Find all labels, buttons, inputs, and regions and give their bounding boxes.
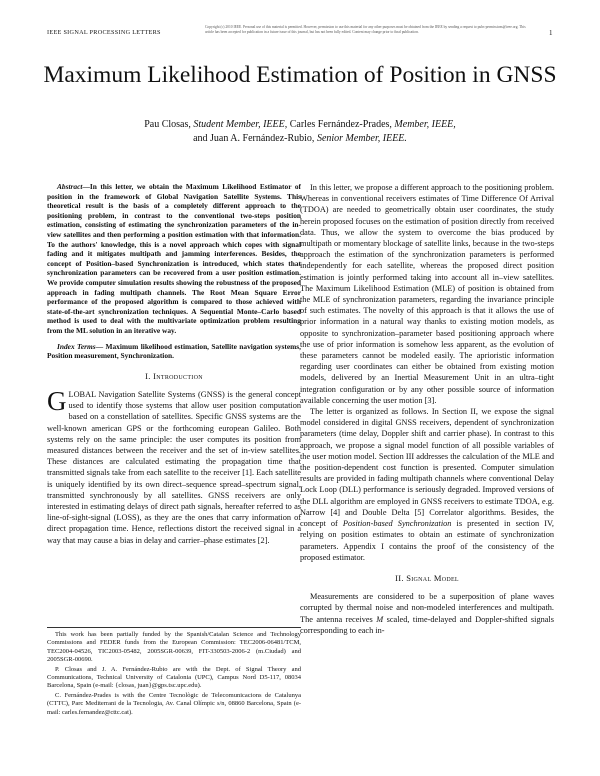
footnote-affiliation-cttc: C. Fernández-Prades is with the Centre Tecnològic de Telecomunicacions de Catalunya (CTTC), Parc Mediterrani de la Tecnologia, Av. Canal Olímpic s/n, 08860 Barcelona, Spain (e-mail: carles.fernandez@cttc.cat). [47,691,301,716]
variable-M: M [376,614,384,624]
index-terms-label: Index Terms [57,341,96,351]
left-column [47,182,301,546]
signal-model-paragraph-1 [300,591,554,636]
index-terms-text: — Maximum likelihood estimation, Satellite navigation systems, Position measurement, Synchronization. [47,341,302,361]
abstract-text: —In this letter, we obtain the Maximum Likelihood Estimator of position in the framework of Global Navigation Satellite Systems. This theoretical result is the basis of a completely different approach to the positioning problem, in contrast to the conventional two-steps position estimation, consisting of estimating the synchronization parameters of the in-view satellites and then performing a position estimation with that information. To the authors' knowledge, this is a novel approach which copes with signal fading and it mitigates multipath and jamming interferences. Besides, the concept of Position–based Synchronization is introduced, which states that synchronization parameters can be recovered from a user position estimation. We provide computer simulation results showing the robustness of the proposed approach in fading multipath channels. The Root Mean Square Error performance of the proposed algorithm is compared to those achieved with state-of-the-art synchronization techniques. A Sequential Monte–Carlo based method is used to deal with the multivariate optimization problem resulting from the ML solution in an iterative way. [47,182,301,335]
intro-paragraph-3-text-a: The letter is organized as follows. In Section II, we expose the signal model considered in digital GNSS receivers, dependent of synchronization parameters (time delay, Doppler shift and carrier phase). In contrast to this approach, we propose a signal model function of all possible variables of the user motion model. Section III addresses the calculation of the MLE and the position-dependent cost function is presented. Computer simulation results are provided in fading multipath channels where conventional Delay Lock Loop (DLL) performance is seriously degraded. Improved versions of the DLL algorithm are employed in GNSS receivers to estimate TDOA, e.g. Narrow [4] and Double Delta [5] Correlator algorithms. Besides, the concept of [300,407,554,529]
abstract [47,182,301,336]
section-title: Signal Model [406,572,459,583]
footnote-affiliation-upc: P. Closas and J. A. Fernández-Rubio are with the Dept. of Signal Theory and Communications, Technical University of Catalonia (UPC), Campus Nord D5-117, 08034 Barcelona, Spain (e-mail: {closas, juan}@gps.tsc.upc.edu). [47,665,301,690]
page-number: 1 [549,29,553,37]
journal-name: IEEE SIGNAL PROCESSING LETTERS [47,29,161,36]
intro-paragraph-2: In this letter, we propose a different approach to the positioning problem. Whereas in conventional receivers estimates of Time Difference Of Arrival (TDOA) are needed to geometrically obtain user coordinates, the study herein proposed focuses on the estimation of position directly from received data. Thus, we allow the system to overcome the bias produced by multipath or momentary blockage of satellite links, because in the two-steps approach the estimation of the synchronization parameters is performed independently for each satellite, whereas the proposed direct position estimation is jointly performed taking into account all in–view satellites. The Maximum Likelihood Estimation (MLE) of position is obtained from the MLE of synchronization parameters, regarding the invariance principle of such estimates. The novelty of this approach is that it allows the use of prior information in a natural way thanks to existing motion models, as opposite to synchronization–parameter based positioning approach where the use of prior information is somehow less apparent, as the evolution of these parameters cannot be modeled easily. The aprioristic information regarding user coordinates can either be obtained from existing motion models, delivered by an Inertial Measurement Unit in an ultra–tight integration configuration or by any other possible source of information available concerning the user motion [3]. [300,183,554,405]
author-1-name: Pau Closas, [144,119,191,130]
author-3-role: Senior Member, IEEE. [316,133,407,144]
footnotes [47,627,301,718]
section-heading-introduction [47,371,301,382]
author-3-name: and Juan A. Fernández-Rubio, [193,133,315,144]
intro-paragraph-3-text-b: is presented in section IV, relying on position estimates to obtain an estimate of synchronization parameters. Appendix I contains the proof of the consistency of the proposed estimator. [300,519,554,562]
section-title: Introduction [153,370,203,381]
signal-model-text-a: Measurements are considered to be a superposition of plane waves corrupted by thermal noise and non-modeled interferences and multipath. The antenna receives [300,592,554,624]
drop-cap: G [47,385,67,416]
position-based-sync-term: Position-based Synchronization [342,519,452,529]
section-number: I. [145,370,151,381]
intro-paragraph-1 [47,385,301,546]
copyright-notice: Copyright (c) 2010 IEEE. Personal use of this material is permitted. However, permission to use this material for any other purposes must be obtained from the IEEE by sending a request to pubs-permissions@ieee.org. This article has been accepted for publication in a future issue of this journal, but has not been fully edited. Content may change prior to final publication. [205,25,526,34]
section-heading-signal-model [300,573,554,584]
author-1-role: Student Member, IEEE, [193,119,288,130]
paper-title: Maximum Likelihood Estimation of Position in GNSS [43,62,557,88]
intro-paragraph-1-text: LOBAL Navigation Satellite Systems (GNSS) is the general concept used to identify those systems that allow user position computation based on a constellation of satellites. Specific GNSS systems are the well-known american GPS or the forthcoming european Galileo. Both systems rely on the same principle: the user computes its position from measured distances between the receiver and the set of in-view satellites. These distances are calculated estimating the propagation time that transmitted signals take from each satellite to the receiver [1]. Each satellite is uniquely identified by its own direct–sequence spread–spectrum signal, transmitted synchronously by all satellites. GNSS receivers are only interested in estimating delays of direct path signals, hereafter referred to as line-of-sight-signal (LOSS), as they are the ones that carry information of direct propagation time. Hence, reflections distort the received signal in a way that may cause a bias in delay and carrier–phase estimates [2]. [47,389,301,545]
author-list [70,118,530,146]
author-2-name: Carles Fernández-Prades, [289,119,392,130]
author-2-role: Member, IEEE, [394,119,456,130]
section-number: II. [395,572,404,583]
footnote-rule [47,627,301,628]
abstract-label: Abstract [57,182,83,191]
signal-model-text-b: scaled, time-delayed and Doppler-shifted signals corresponding to each in- [300,614,554,635]
footnote-funding: This work has been partially funded by the Spanish/Catalan Science and Technology Commissions and FEDER funds from the European Commission: TEC2006-06481/TCM, TEC2004-04526, TIC2003-05482, 2005SGR-00639, FIT-330503-2006-2 (m.Ciudad) and 2005SGR-00690. [47,631,301,664]
index-terms [47,342,301,361]
right-column [300,182,554,636]
intro-paragraph-3 [300,406,554,563]
